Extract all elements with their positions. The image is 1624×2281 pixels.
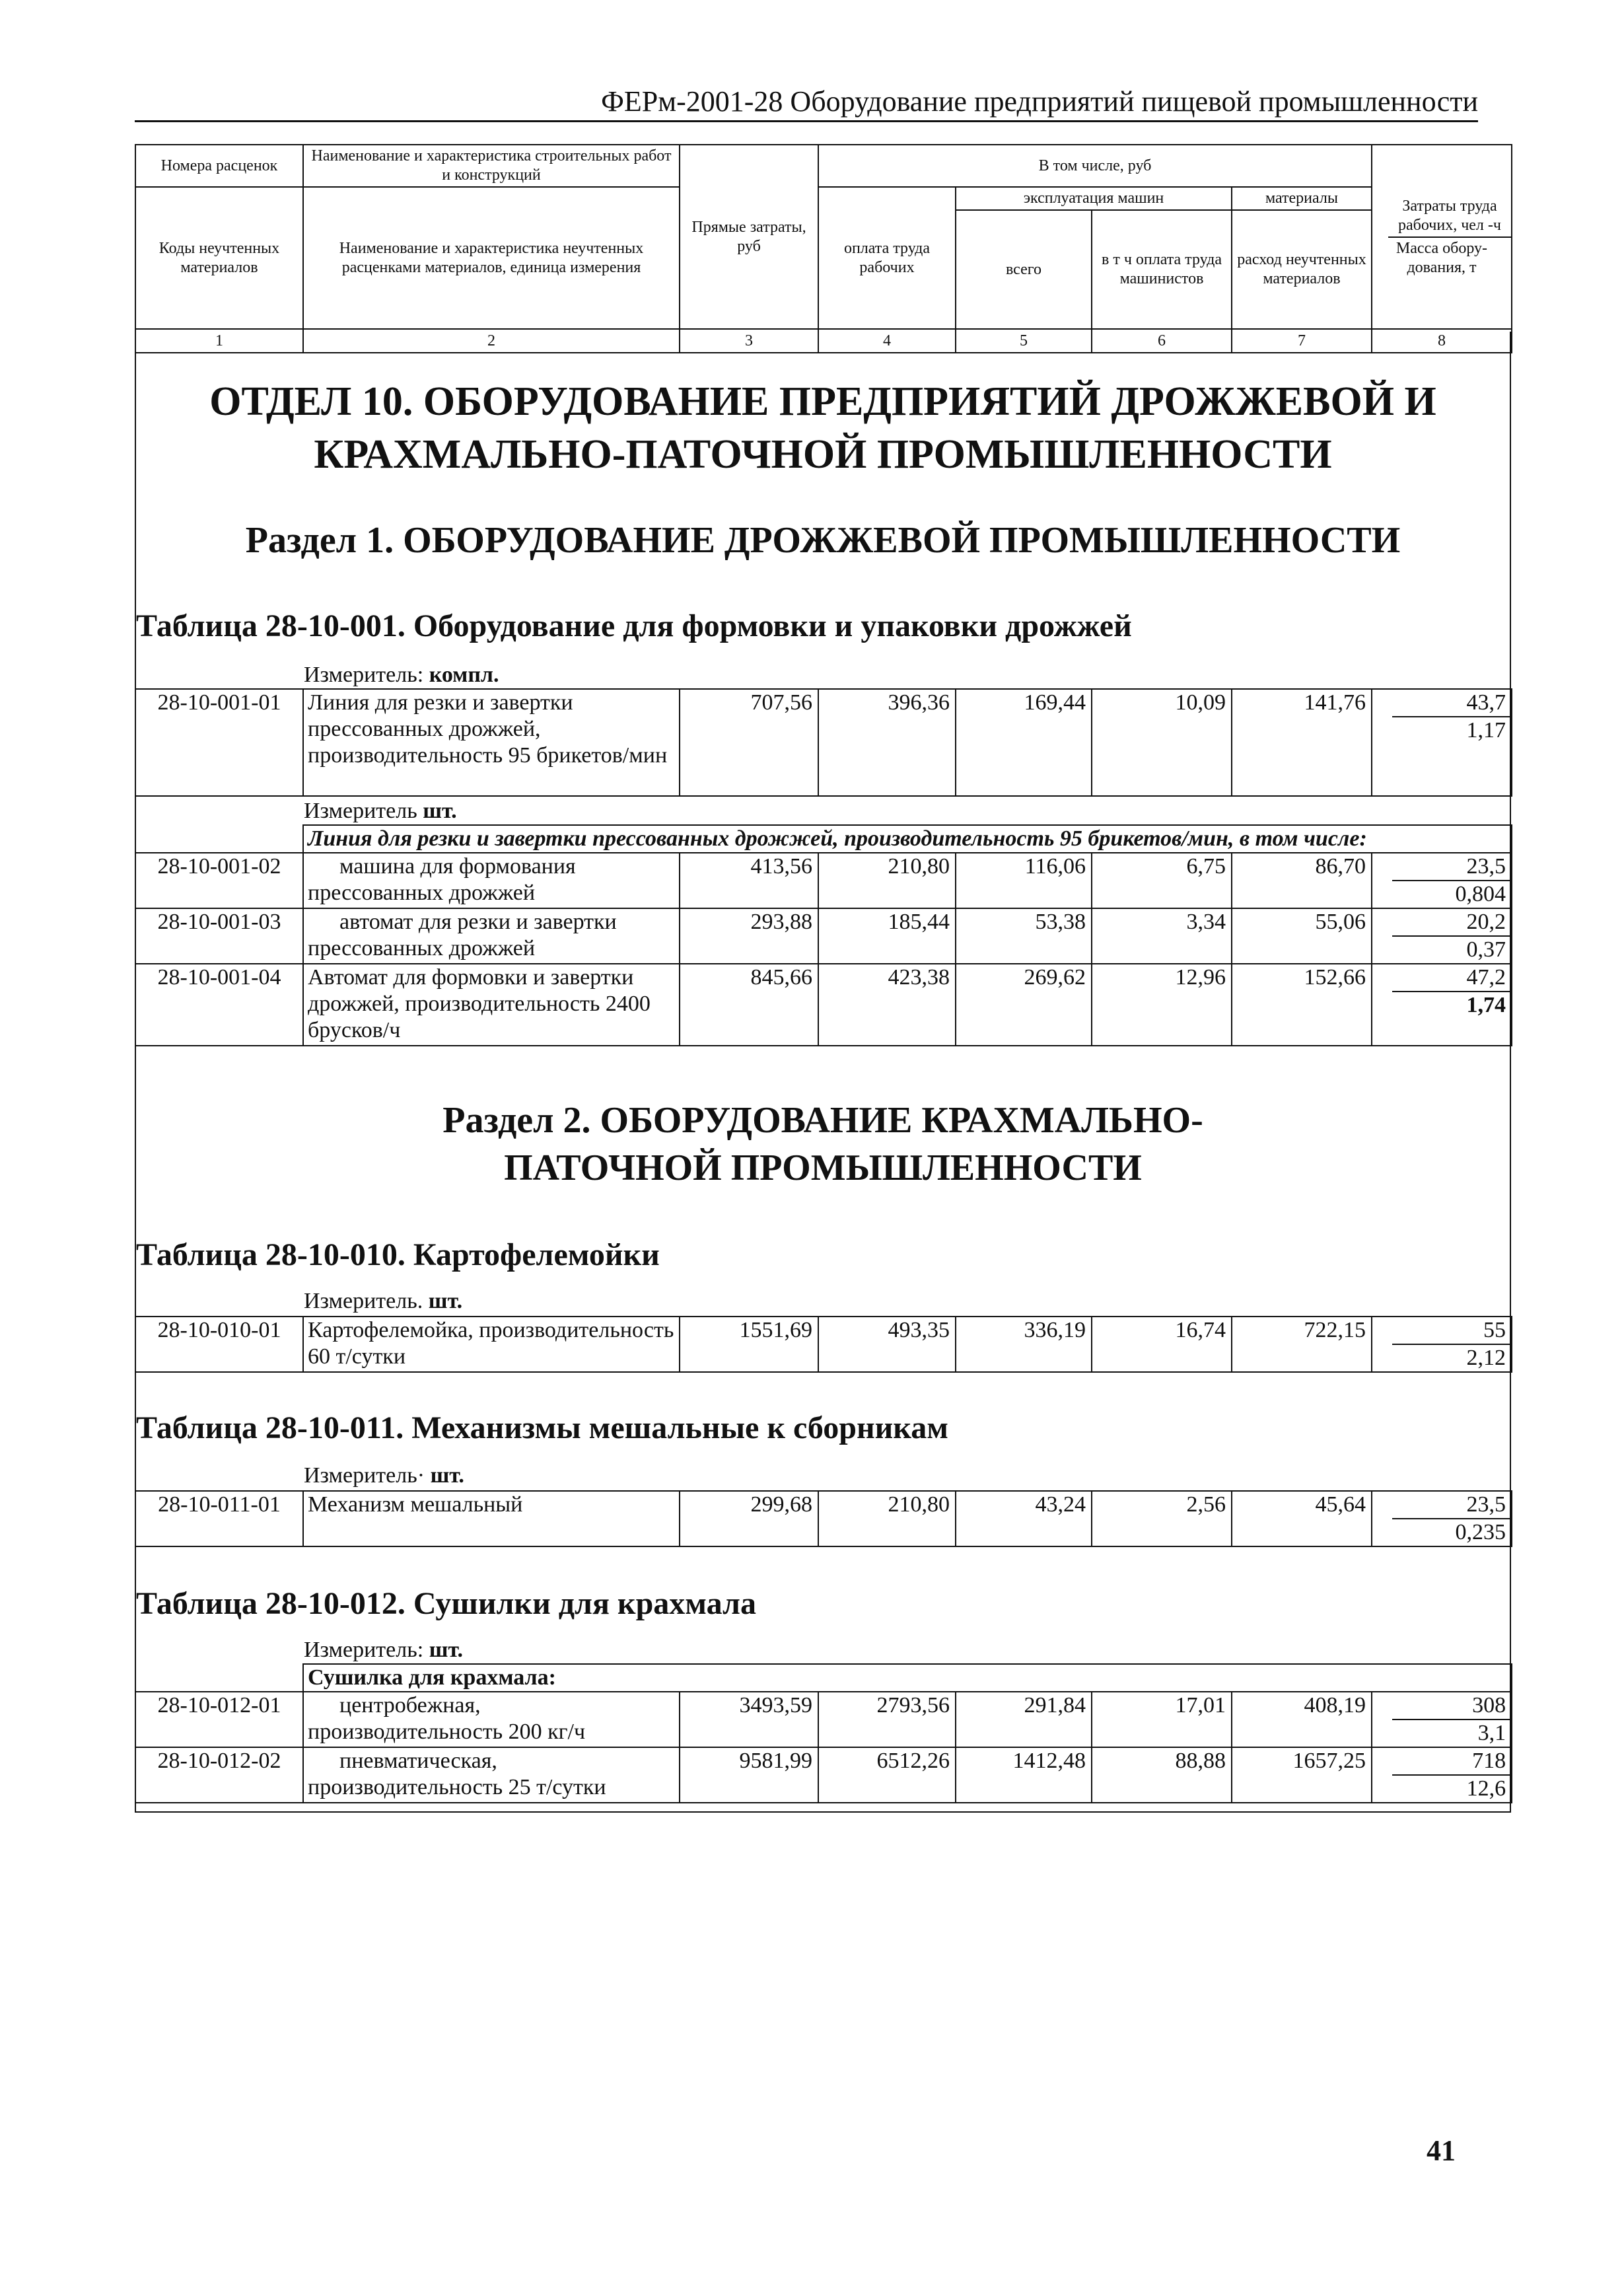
col7-header: расход неучтенных материалов [1232, 210, 1372, 329]
col5-header: всего [956, 210, 1092, 329]
row-materials: 1657,25 [1232, 1747, 1372, 1803]
measure-label: Измеритель· [304, 1463, 425, 1488]
table-011-row-1 [135, 1490, 1512, 1547]
row-materials: 722,15 [1232, 1317, 1372, 1372]
row-labor-mass [1372, 1747, 1512, 1803]
row-direct-cost: 299,68 [680, 1491, 818, 1546]
col3-header: Прямые затраты, руб [680, 145, 818, 329]
row-mass: 0,235 [1455, 1520, 1506, 1544]
row-labor: 20,2 [1392, 909, 1511, 937]
measure-unit: шт. [423, 799, 457, 823]
row-machines-total: 53,38 [956, 908, 1092, 964]
measure-unit: компл. [429, 663, 499, 687]
table-010-title: Таблица 28-10-010. Картофелемойки [136, 1237, 660, 1272]
group-title: Линия для резки и завертки прессованных дрожжей, производительность 95 брикетов/мин, в том числе: [303, 825, 1512, 853]
row-labor: 308 [1392, 1692, 1511, 1720]
row-machines-total: 116,06 [956, 853, 1092, 908]
table-001-measure [304, 662, 499, 688]
table-001-title: Таблица 28-10-001. Оборудование для формовки и упаковки дрожжей [136, 608, 1132, 643]
row-machines-total: 336,19 [956, 1317, 1092, 1372]
row-name: Автомат для формовки и завертки дрожжей, производительность 2400 брусков/ч [303, 964, 680, 1046]
row-name: машина для формования прессованных дрожжей [303, 853, 680, 908]
measure-label: Измеритель. [304, 1289, 423, 1313]
row-name: центробежная, производительность 200 кг/ч [303, 1692, 680, 1747]
page-number: 41 [1427, 2134, 1456, 2167]
row-name: Картофелемойка, производительность 60 т/сутки [303, 1317, 680, 1372]
row-labor-mass [1372, 1491, 1512, 1546]
row-machinist-wages: 88,88 [1092, 1747, 1232, 1803]
row-name: автомат для резки и завертки прессованных дрожжей [303, 908, 680, 964]
row-labor: 23,5 [1392, 853, 1511, 881]
row-machines-total: 291,84 [956, 1692, 1092, 1747]
section-1-title: Раздел 1. ОБОРУДОВАНИЕ ДРОЖЖЕВОЙ ПРОМЫШЛЕННОСТИ [245, 520, 1401, 561]
row-direct-cost: 707,56 [680, 689, 818, 796]
col-num-5: 5 [956, 329, 1092, 353]
col-num-7: 7 [1232, 329, 1372, 353]
row-mass: 0,37 [1466, 937, 1506, 962]
row-machines-total: 43,24 [956, 1491, 1092, 1546]
table-012-rows [135, 1663, 1512, 1803]
group-title: Сушилка для крахмала: [303, 1664, 1512, 1692]
department-title: ОТДЕЛ 10. ОБОРУДОВАНИЕ ПРЕДПРИЯТИЙ ДРОЖЖЕВОЙ И КРАХМАЛЬНО-ПАТОЧНОЙ ПРОМЫШЛЕННОСТИ [209, 379, 1436, 477]
row-name: Механизм мешальный [303, 1491, 680, 1546]
row-machines-total: 269,62 [956, 964, 1092, 1046]
table-011-measure [304, 1463, 464, 1489]
row-materials: 86,70 [1232, 853, 1372, 908]
row-materials: 408,19 [1232, 1692, 1372, 1747]
row-wages: 210,80 [818, 853, 956, 908]
row-code: 28-10-001-01 [135, 689, 303, 796]
row-machinist-wages: 10,09 [1092, 689, 1232, 796]
row-code: 28-10-012-02 [135, 1747, 303, 1803]
col6-header: в т ч оплата труда машинистов [1092, 210, 1232, 329]
col-num-8: 8 [1372, 329, 1512, 353]
row-mass: 3,1 [1477, 1721, 1506, 1745]
materials-header: материалы [1232, 187, 1372, 210]
col1-header-top: Номера расценок [135, 145, 303, 187]
row-labor: 23,5 [1392, 1492, 1511, 1519]
table-001-measure-2 [304, 798, 457, 824]
row-labor-mass [1372, 1692, 1512, 1747]
row-direct-cost: 413,56 [680, 853, 818, 908]
row-code: 28-10-001-03 [135, 908, 303, 964]
col-num-1: 1 [135, 329, 303, 353]
row-direct-cost: 845,66 [680, 964, 818, 1046]
row-wages: 210,80 [818, 1491, 956, 1546]
measure-label: Измеритель: [304, 1638, 424, 1662]
row-labor-mass [1372, 853, 1512, 908]
row-labor: 47,2 [1392, 964, 1511, 992]
measure-unit: шт. [430, 1463, 464, 1488]
measure-label: Измеритель [304, 799, 417, 823]
row-machinist-wages: 2,56 [1092, 1491, 1232, 1546]
row-wages: 6512,26 [818, 1747, 956, 1803]
row-direct-cost: 3493,59 [680, 1692, 818, 1747]
row-machinist-wages: 16,74 [1092, 1317, 1232, 1372]
row-code: 28-10-012-01 [135, 1692, 303, 1747]
col4-header: оплата труда рабочих [818, 187, 956, 329]
row-wages: 423,38 [818, 964, 956, 1046]
row-machinist-wages: 6,75 [1092, 853, 1232, 908]
row-mass: 0,804 [1455, 882, 1506, 906]
row-materials: 152,66 [1232, 964, 1372, 1046]
row-materials: 141,76 [1232, 689, 1372, 796]
row-direct-cost: 1551,69 [680, 1317, 818, 1372]
col1-header-bot: Коды неучтенных материалов [135, 187, 303, 329]
measure-unit: шт. [429, 1638, 464, 1662]
row-wages: 396,36 [818, 689, 956, 796]
row-mass: 1,17 [1466, 718, 1506, 742]
table-010-measure [304, 1288, 462, 1315]
row-machinist-wages: 12,96 [1092, 964, 1232, 1046]
row-code: 28-10-001-04 [135, 964, 303, 1046]
col2-header-bot: Наименование и характеристика неучтенных расценками материалов, единица измерения [303, 187, 680, 329]
row-mass: 1,74 [1466, 993, 1506, 1017]
running-header: ФЕРм-2001-28 Оборудование предприятий пищевой промышленности [135, 85, 1478, 122]
row-name: пневматическая, производительность 25 т/сутки [303, 1747, 680, 1803]
section-2-title: Раздел 2. ОБОРУДОВАНИЕ КРАХМАЛЬНО-ПАТОЧНОЙ ПРОМЫШЛЕННОСТИ [442, 1100, 1203, 1188]
table-001-row-1 [135, 688, 1512, 797]
group-header: В том числе, руб [818, 145, 1372, 187]
row-code: 28-10-010-01 [135, 1317, 303, 1372]
row-wages: 2793,56 [818, 1692, 956, 1747]
row-mass: 12,6 [1466, 1776, 1506, 1801]
table-header [135, 144, 1512, 353]
machines-header: эксплуатация машин [956, 187, 1232, 210]
row-labor-mass [1372, 964, 1512, 1046]
row-labor: 43,7 [1392, 690, 1511, 717]
col-num-6: 6 [1092, 329, 1232, 353]
table-body [135, 332, 1511, 1813]
row-code: 28-10-001-02 [135, 853, 303, 908]
table-012-measure [304, 1637, 463, 1663]
row-machinist-wages: 17,01 [1092, 1692, 1232, 1747]
row-code: 28-10-011-01 [135, 1491, 303, 1546]
row-labor-mass [1372, 689, 1512, 796]
col8-header-top: Затраты труда рабочих, чел -ч [1388, 196, 1511, 238]
row-mass: 2,12 [1466, 1346, 1506, 1370]
measure-unit: шт. [428, 1289, 463, 1313]
measure-label: Измеритель: [304, 663, 424, 687]
row-labor: 718 [1392, 1748, 1511, 1776]
row-materials: 55,06 [1232, 908, 1372, 964]
row-direct-cost: 9581,99 [680, 1747, 818, 1803]
row-wages: 493,35 [818, 1317, 956, 1372]
table-001-group [135, 824, 1512, 1046]
table-010-row-1 [135, 1316, 1512, 1373]
col-num-2: 2 [303, 329, 680, 353]
row-labor-mass [1372, 1317, 1512, 1372]
row-machinist-wages: 3,34 [1092, 908, 1232, 964]
row-wages: 185,44 [818, 908, 956, 964]
col8-header-bot: Масса обору-дования, т [1395, 239, 1488, 276]
col-num-3: 3 [680, 329, 818, 353]
col8-header [1372, 145, 1512, 329]
row-machines-total: 1412,48 [956, 1747, 1092, 1803]
table-011-title: Таблица 28-10-011. Механизмы мешальные к сборникам [136, 1410, 948, 1445]
table-012-title: Таблица 28-10-012. Сушилки для крахмала [136, 1586, 756, 1621]
row-name: Линия для резки и завертки прессованных дрожжей, производительность 95 брикетов/мин [303, 689, 680, 796]
row-labor: 55 [1392, 1317, 1511, 1345]
row-labor-mass [1372, 908, 1512, 964]
row-materials: 45,64 [1232, 1491, 1372, 1546]
col-num-4: 4 [818, 329, 956, 353]
col2-header-top: Наименование и характеристика строительных работ и конструкций [303, 145, 680, 187]
row-machines-total: 169,44 [956, 689, 1092, 796]
row-direct-cost: 293,88 [680, 908, 818, 964]
